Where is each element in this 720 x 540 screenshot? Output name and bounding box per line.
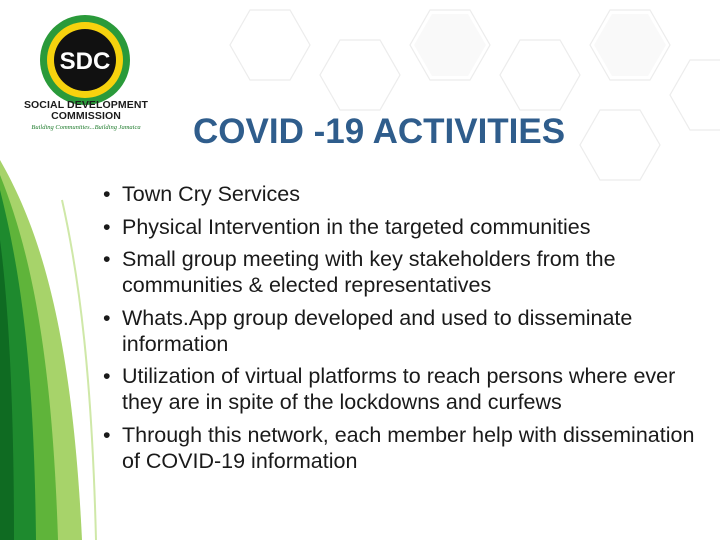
bullet-text: Through this network, each member help with dissemination of COVID-19 information (122, 422, 695, 473)
bullet-item (100, 246, 710, 298)
bullet-item (100, 363, 710, 415)
bullet-glyph: • (103, 182, 111, 206)
bullet-text: Town Cry Services (122, 182, 301, 206)
slide-title: COVID -19 ACTIVITIES (193, 112, 566, 151)
bullet-list (100, 181, 710, 480)
bullet-glyph: • (103, 364, 111, 388)
bullet-glyph: • (103, 214, 111, 239)
bullet-item (100, 305, 710, 357)
logo-name-line2: COMMISSION (51, 110, 121, 122)
logo-name-line1: SOCIAL DEVELOPMENT (23, 99, 149, 111)
sdc-logo-mark-text: SDC (59, 48, 111, 75)
bullet-text: Whats.App group developed and used to disseminate information (122, 305, 633, 356)
logo-tagline: Building Communities...Building Jamaica (31, 124, 141, 131)
sdc-logo (18, 14, 154, 138)
bullet-item (100, 422, 710, 474)
sdc-logo-mark (39, 14, 131, 106)
bullet-glyph: • (103, 305, 111, 330)
bullet-glyph: • (103, 247, 111, 271)
logo-organization-name (18, 100, 154, 122)
bullet-text: Physical Intervention in the targeted communities (122, 214, 591, 239)
bullet-glyph: • (103, 422, 111, 447)
bullet-text: Small group meeting with key stakeholders from the communities & elected representatives (122, 247, 616, 297)
bullet-item (100, 181, 710, 207)
bullet-text: Utilization of virtual platforms to reach persons where ever they are in spite of the lockdowns and curfews (122, 364, 676, 414)
bullet-item (100, 214, 710, 240)
